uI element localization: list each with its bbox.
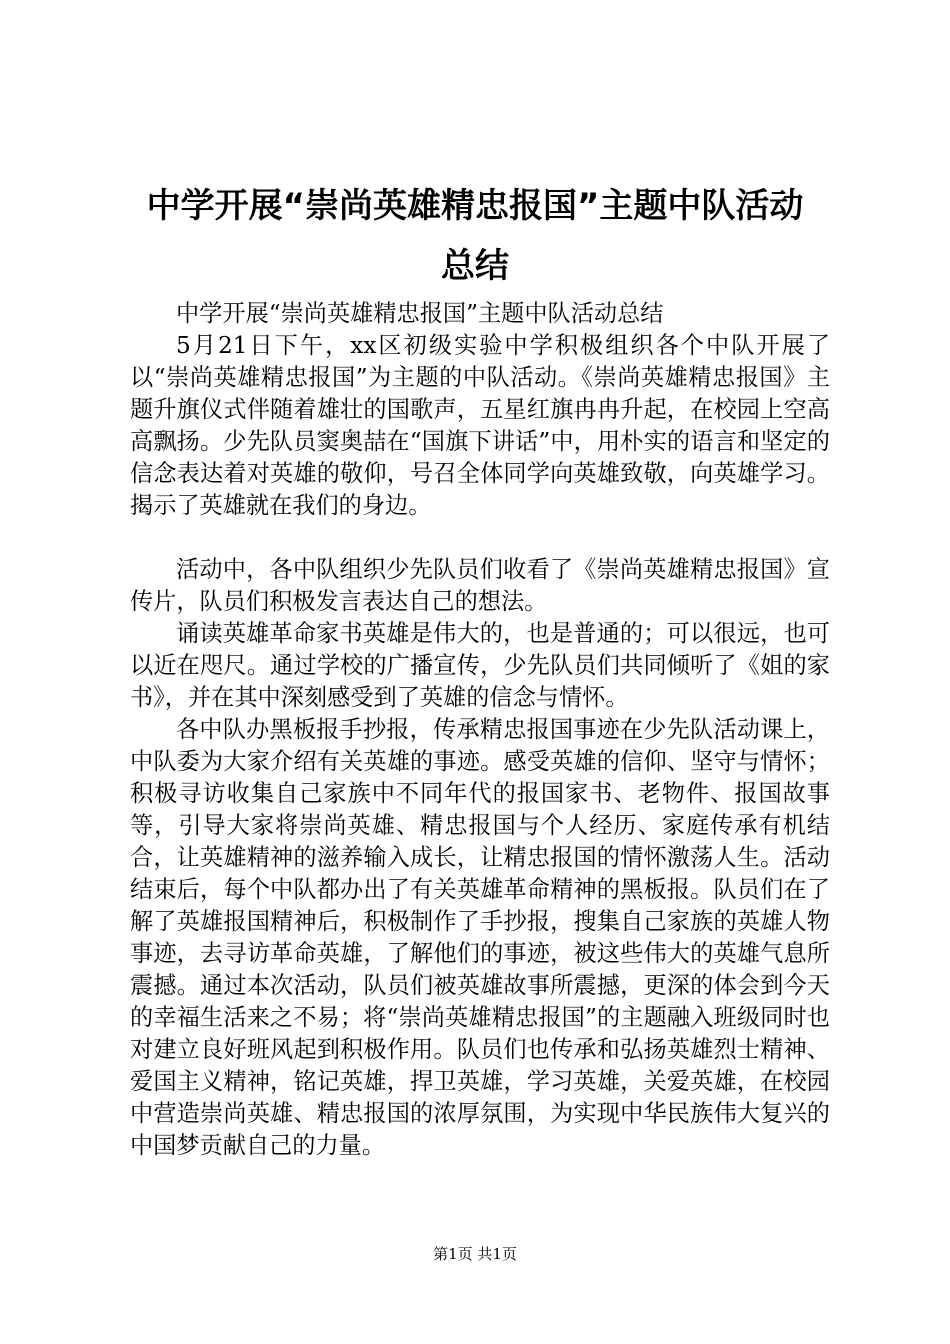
body-paragraph: 诵读英雄革命家书英雄是伟大的，也是普通的；可以很远，也可以近在咫尺。通过学校的广播宣传，少先队员们共同倾听了《姐的家书》，并在其中深刻感受到了英雄的信念与情怀。: [130, 620, 830, 711]
document-body: [130, 298, 830, 1162]
body-paragraph: 活动中，各中队组织少先队员们收看了《崇尚英雄精忠报国》宣传片，队员们积极发言表达自己的想法。: [130, 556, 830, 615]
document-title-line2: 总结: [441, 246, 509, 286]
body-paragraph: 5月21日下午，xx区初级实验中学积极组织各个中队开展了以“崇尚英雄精忠报国”为主题的中队活动。《崇尚英雄精忠报国》主题升旗仪式伴随着雄壮的国歌声，五星红旗冉冉升起，在校园上空高高飘扬。少先队员窦奥喆在“国旗下讲话”中，用朴实的语言和坚定的信念表达着对英雄的敬仰，号召全体同学向英雄致敬，向英雄学习。揭示了英雄就在我们的身边。: [130, 332, 830, 519]
paragraph-spacer: [130, 522, 830, 554]
body-paragraph: 各中队办黑板报手抄报，传承精忠报国事迹在少先队活动课上，中队委为大家介绍有关英雄的事迹。感受英雄的信仰、坚守与情怀；积极寻访收集自己家族中不同年代的报国家书、老物件、报国故事等，引导大家将崇尚英雄、精忠报国与个人经历、家庭传承有机结合，让英雄精神的滋养输入成长，让精忠报国的情怀激荡人生。活动结束后，每个中队都办出了有关英雄革命精神的黑板报。队员们在了解了英雄报国精神后，积极制作了手抄报，搜集自己家族的英雄人物事迹，去寻访革命英雄，了解他们的事迹，被这些伟大的英雄气息所震撼。通过本次活动，队员们被英雄故事所震撼，更深的体会到今天的幸福生活来之不易；将“崇尚英雄精忠报国”的主题融入班级同时也对建立良好班风起到积极作用。队员们也传承和弘扬英雄烈士精神、爱国主义精神，铭记英雄，捍卫英雄，学习英雄，关爱英雄，在校园中营造崇尚英雄、精忠报国的浓厚氛围，为实现中华民族伟大复兴的中国梦贡献自己的力量。: [130, 716, 830, 1159]
document-title-line1: 中学开展“崇尚英雄精忠报国”主题中队活动: [146, 186, 804, 226]
page-footer: 第1页 共1页: [433, 1245, 517, 1263]
body-paragraph-heading: 中学开展“崇尚英雄精忠报国”主题中队活动总结: [176, 300, 664, 327]
